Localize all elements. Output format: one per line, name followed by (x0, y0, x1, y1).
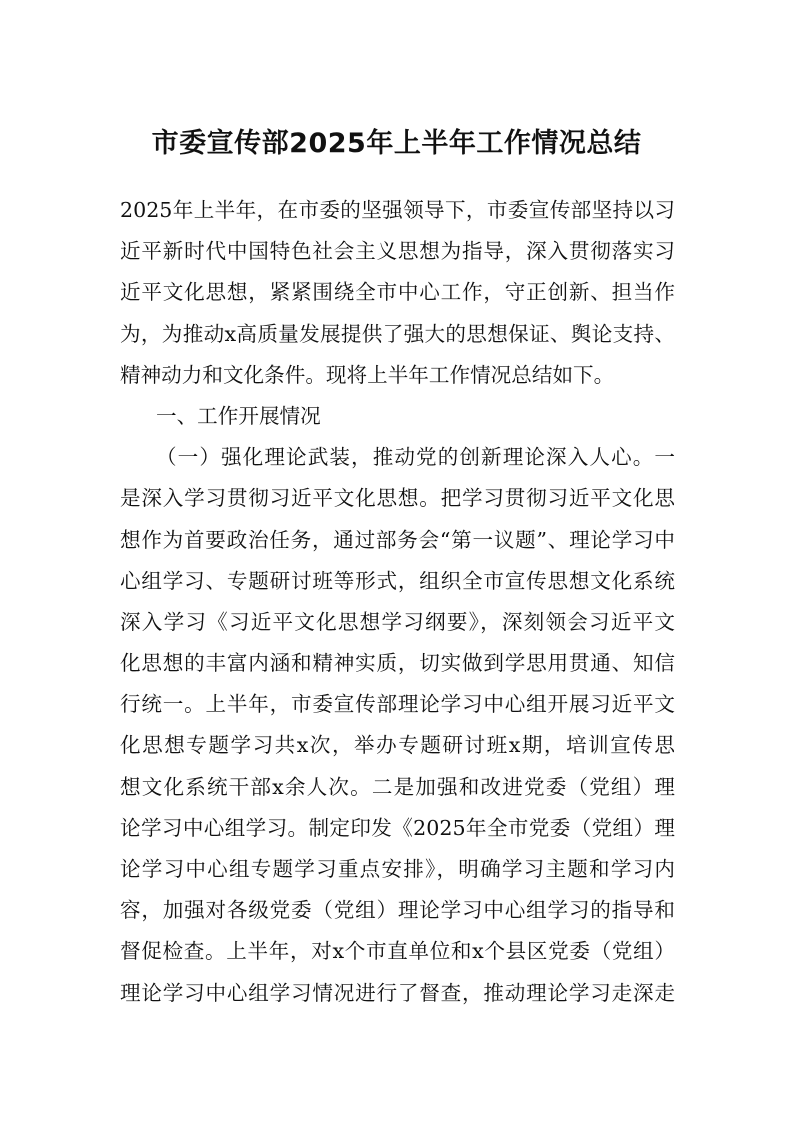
paragraph-line: 督促检查。上半年，对x个市直单位和x个县区党委（党组） (120, 939, 675, 964)
paragraph-line: 想作为首要政治任务，通过部务会“第一议题”、理论学习中 (120, 527, 675, 552)
paragraph-line: 精神动力和文化条件。现将上半年工作情况总结如下。 (120, 362, 615, 387)
paragraph-line: 深入学习《习近平文化思想学习纲要》，深刻领会习近平文 (120, 609, 675, 634)
paragraph-line: 想文化系统干部x余人次。二是加强和改进党委（党组）理 (120, 774, 675, 799)
document-title: 市委宣传部2025年上半年工作情况总结 (151, 128, 642, 159)
paragraph-line: 2025年上半年，在市委的坚强领导下，市委宣传部坚持以习 (120, 198, 675, 222)
paragraph-line: 是深入学习贯彻习近平文化思想。把学习贯彻习近平文化思 (120, 486, 675, 511)
paragraph-line: 化思想专题学习共x次，举办专题研讨班x期，培训宣传思 (120, 733, 675, 758)
paragraph-line: 为，为推动x高质量发展提供了强大的思想保证、舆论支持、 (120, 321, 675, 346)
paragraph-line: 近平新时代中国特色社会主义思想为指导，深入贯彻落实习 (120, 239, 675, 264)
paragraph-line: 近平文化思想，紧紧围绕全市中心工作，守正创新、担当作 (120, 280, 675, 305)
section-heading: 一、工作开展情况 (156, 403, 321, 428)
paragraph-line: 论学习中心组学习。制定印发《2025年全市党委（党组）理 (120, 815, 675, 840)
paragraph-line: （一）强化理论武装，推动党的创新理论深入人心。一 (156, 445, 675, 470)
paragraph-line: 论学习中心组专题学习重点安排》，明确学习主题和学习内 (120, 857, 675, 881)
paragraph-line: 化思想的丰富内涵和精神实质，切实做到学思用贯通、知信 (120, 651, 675, 676)
paragraph-line: 行统一。上半年，市委宣传部理论学习中心组开展习近平文 (120, 692, 675, 717)
paragraph-line: 心组学习、专题研讨班等形式，组织全市宣传思想文化系统 (120, 568, 675, 593)
document-body (120, 190, 675, 1014)
paragraph-line: 容，加强对各级党委（党组）理论学习中心组学习的指导和 (120, 898, 675, 923)
paragraph-line: 理论学习中心组学习情况进行了督查，推动理论学习走深走 (120, 980, 675, 1005)
